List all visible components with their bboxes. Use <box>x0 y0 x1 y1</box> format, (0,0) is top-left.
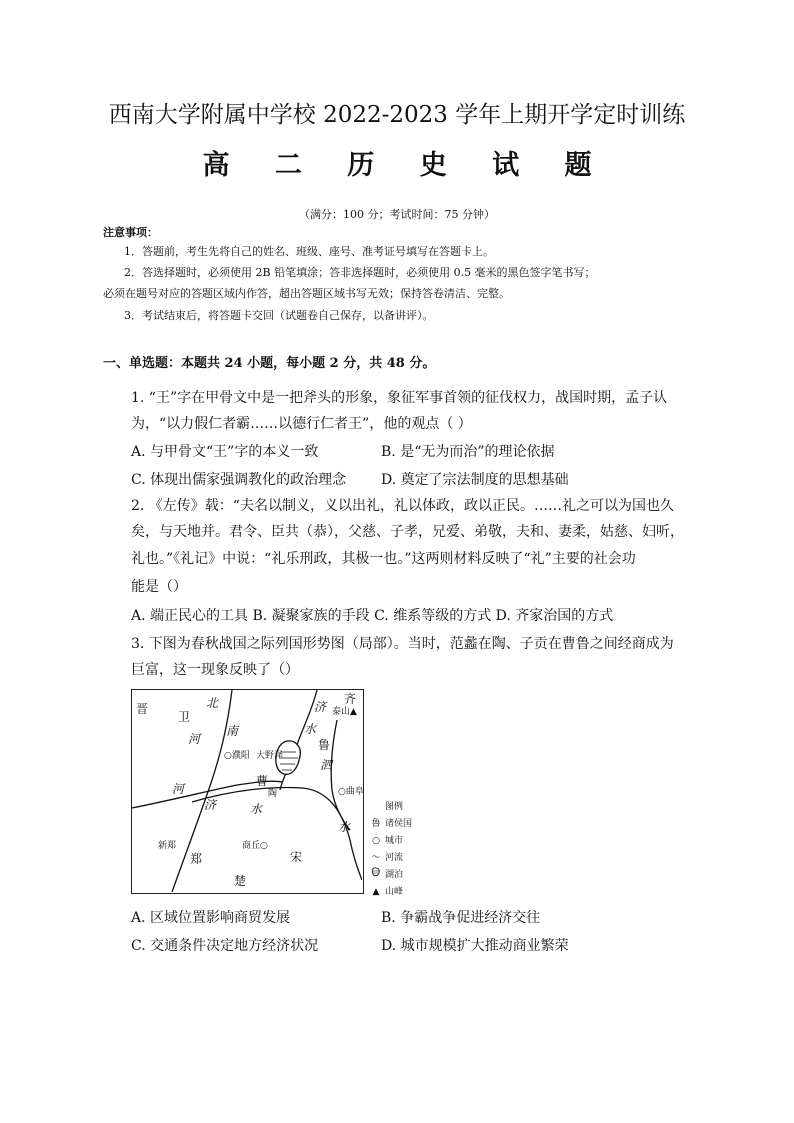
q3-option-c[interactable]: C. 交通条件决定地方经济状况 <box>131 938 319 954</box>
place-xinzheng: 新郑 <box>158 841 177 851</box>
city-icon: ○ <box>372 836 380 846</box>
peak-icon: ▲ <box>372 887 380 897</box>
river-ji <box>192 788 362 880</box>
place-tao: 陶 <box>268 789 278 799</box>
q1-option-a[interactable]: A. 与甲骨文“王”字的本义一致 <box>131 444 319 460</box>
q1-option-b[interactable]: B. 是“无为而治”的理论依据 <box>381 444 555 460</box>
place-qufu: ○曲阜 <box>338 787 364 797</box>
legend-row-peak: ▲ 山峰 <box>371 884 412 901</box>
q2-stem-line3: 礼也。”《礼记》中说：“礼乐刑政，其极一也。”这两则材料反映了“礼”主要的社会功 <box>131 551 636 567</box>
river-icon: 〜 <box>371 853 381 863</box>
q1-option-d[interactable]: D. 奠定了宗法制度的思想基础 <box>381 472 569 488</box>
place-taishan: 泰山▲ <box>332 707 357 717</box>
note-item-2b: 必须在题号对应的答题区域内作答，超出答题区域书写无效；保持答卷清洁、完整。 <box>103 287 510 300</box>
river-label-shui3: 水 <box>338 820 351 834</box>
place-shangqiu: 商丘○ <box>242 841 268 851</box>
note-item-3: 3．考试结束后，将答题卡交回（试题卷自己保存，以备讲评）。 <box>124 309 434 322</box>
legend-row-city: ○ 城市 <box>371 833 412 850</box>
exam-title: 西南大学附属中学校 2022-2023 学年上期开学定时训练 <box>108 102 686 128</box>
map-rivers-svg <box>132 690 362 892</box>
lake-icon <box>371 867 381 884</box>
legend-state-symbol: 鲁 <box>371 819 381 829</box>
q2-stem-line4: 能是（） <box>131 579 187 595</box>
river-label-shui1: 水 <box>304 722 317 736</box>
q1-stem-line2: 为，“以力假仁者霸……以德行仁者王”，他的观点（ ） <box>131 416 472 432</box>
river-label-bei: 北 <box>206 696 219 710</box>
legend-row-state: 鲁 诸侯国 <box>371 816 412 833</box>
river-label-he2: 河 <box>172 782 185 796</box>
q2-stem-line2: 矣，与天地并。君令、臣共（恭），父慈、子孝，兄爱、弟敬，夫和、妻柔，姑慈、妇听， <box>131 524 684 540</box>
river-northeast <box>280 690 317 790</box>
exam-subtitle: 高 二 历 史 试 题 <box>202 150 610 181</box>
river-label-ji2: 济 <box>204 798 217 812</box>
state-jin: 晋 <box>136 702 149 716</box>
q3-option-a[interactable]: A. 区域位置影响商贸发展 <box>131 910 291 926</box>
river-label-nan: 南 <box>226 724 239 738</box>
state-song: 宋 <box>290 850 303 864</box>
notes-heading: 注意事项： <box>103 226 158 239</box>
river-label-si: 泗 <box>320 758 333 772</box>
legend-row-lake: 湖泊 <box>371 867 412 884</box>
state-lu: 鲁 <box>318 738 331 752</box>
section-heading: 一、单选题：本题共 24 小题，每小题 2 分，共 48 分。 <box>103 356 436 371</box>
place-puyang: ○濮阳 <box>224 751 250 761</box>
legend-row-river: 〜 河流 <box>371 850 412 867</box>
q3-option-d[interactable]: D. 城市规模扩大推动商业繁荣 <box>381 938 569 954</box>
q1-stem-line1: 1. “王”字在甲骨文中是一把斧头的形象，象征军事首领的征伐权力，战国时期，孟子认 <box>131 390 668 406</box>
q2-options[interactable]: A. 端正民心的工具 B. 凝聚家族的手段 C. 维系等级的方式 D. 齐家治国的方式 <box>131 608 614 624</box>
q2-stem-line1: 2. 《左传》载：“夫名以制义，义以出礼，礼以体政，政以正民。……礼之可以为国也久 <box>131 498 674 514</box>
q3-option-b[interactable]: B. 争霸战争促进经济交往 <box>381 910 541 926</box>
river-label-ji1: 济 <box>314 700 327 714</box>
river-si <box>331 720 350 830</box>
state-qi: 齐 <box>344 692 357 706</box>
legend-title: 图例 <box>385 802 404 812</box>
state-cao: 曹 <box>256 774 269 788</box>
q3-stem-line1: 3. 下图为春秋战国之际列国形势图（局部）。当时，范蠡在陶、子贡在曹鲁之间经商成为 <box>131 636 674 652</box>
map-legend <box>371 799 412 901</box>
q3-stem-line2: 巨富，这一现象反映了（） <box>131 662 299 678</box>
river-label-he1: 河 <box>188 732 201 746</box>
note-item-1: 1．答题前，考生先将自己的姓名、班级、座号、准考证号填写在答题卡上。 <box>124 245 494 258</box>
river-label-shui2: 水 <box>250 802 263 816</box>
q1-option-c[interactable]: C. 体现出儒家强调教化的政治理念 <box>131 472 347 488</box>
place-dayeze: 大野泽 <box>256 751 284 761</box>
exam-meta: （满分：100 分；考试时间：75 分钟） <box>299 208 495 221</box>
warring-states-map <box>131 689 364 894</box>
note-item-2a: 2．答选择题时，必须使用 2B 铅笔填涂；答非选择题时，必须使用 0.5 毫米的黑色签字笔书写； <box>124 266 596 279</box>
state-chu: 楚 <box>234 874 247 888</box>
state-wei: 卫 <box>178 710 191 724</box>
state-zheng: 郑 <box>190 852 203 866</box>
